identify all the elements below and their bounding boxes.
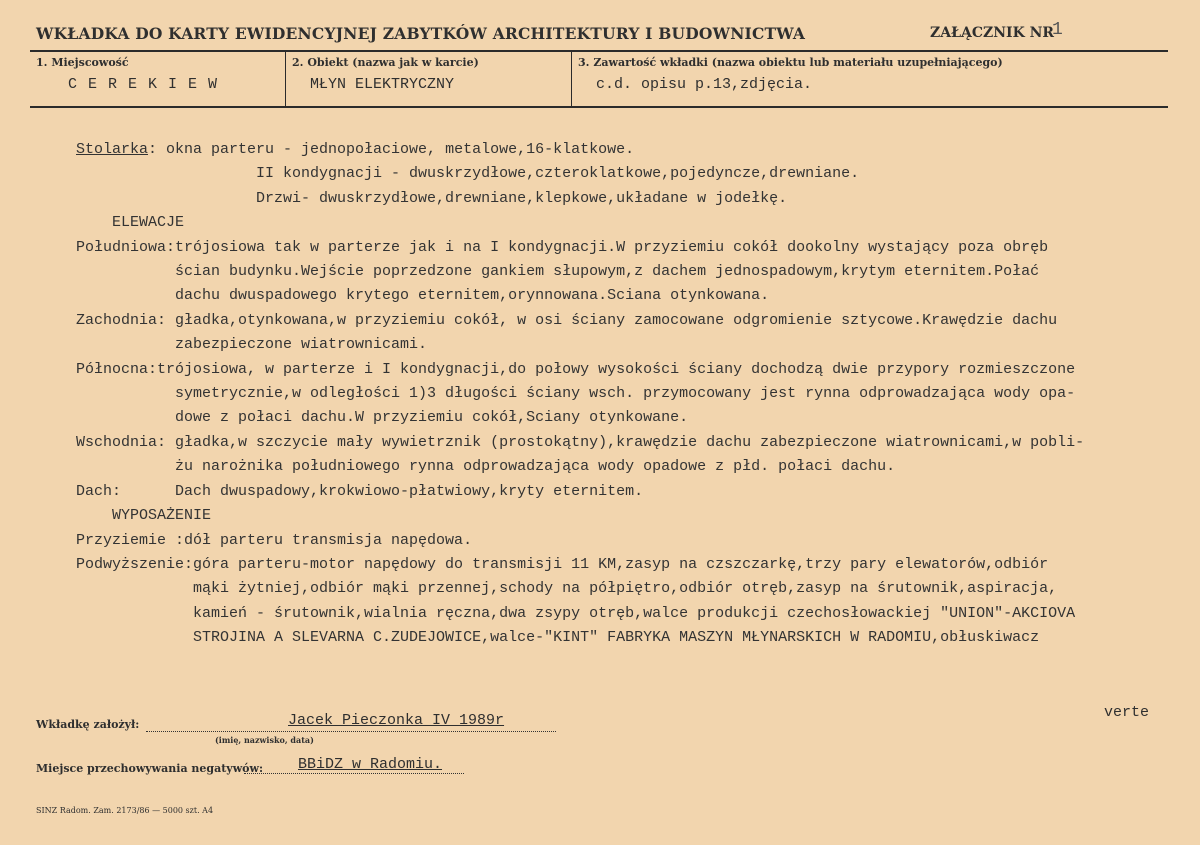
verte-note: verte xyxy=(1104,704,1150,721)
body-line-text: Przyziemie :dół parteru transmisja napędowa. xyxy=(76,531,473,549)
compiled-by-label: Wkładkę założył: xyxy=(36,718,140,731)
body-line xyxy=(76,504,1084,528)
body-line xyxy=(76,358,1084,382)
body-line-text: symetrycznie,w odległości 1)3 długości ściany wsch. przymocowany jest rynna odprowadzająca wody opa- xyxy=(76,385,1076,403)
body-line-text: Podwyższenie:góra parteru-motor napędowy do transmisji 11 KM,zasyp na czszczarkę,trzy pary elewatorów,odbiór xyxy=(76,555,1049,573)
content-value: c.d. opisu p.13,zdjęcia. xyxy=(596,76,813,93)
body-line xyxy=(76,284,1084,308)
body-line xyxy=(76,162,1084,186)
body-line-indent xyxy=(76,214,112,231)
body-line xyxy=(76,577,1084,601)
body-line xyxy=(76,602,1084,626)
body-line-text: żu narożnika południowego rynna odprowadzająca wody opadowe z płd. połaci dachu. xyxy=(76,458,896,476)
body-line xyxy=(76,138,1084,162)
compiled-by-hint: (imię, nazwisko, data) xyxy=(215,735,314,745)
body-line xyxy=(76,333,1084,357)
body-line xyxy=(76,553,1084,577)
body-line xyxy=(76,529,1084,553)
body-line xyxy=(76,382,1084,406)
storage-dotted-line xyxy=(244,773,464,774)
body-line-text: ELEWACJE xyxy=(112,214,185,232)
object-label: 2. Obiekt (nazwa jak w karcie) xyxy=(292,56,479,69)
body-line xyxy=(76,480,1084,504)
column-divider-1 xyxy=(285,51,286,107)
body-line xyxy=(76,260,1084,284)
compiled-by-dotted-line xyxy=(146,731,556,732)
body-line-indent xyxy=(76,165,256,182)
body-line-text: WYPOSAŻENIE xyxy=(112,507,212,525)
body-line xyxy=(76,187,1084,211)
attachment-label: ZAŁĄCZNIK NR xyxy=(930,25,1055,41)
compiled-by-value: Jacek Pieczonka IV 1989r xyxy=(288,712,505,729)
header-bottom-rule xyxy=(30,106,1168,108)
body-line-text: Drzwi- dwuskrzydłowe,drewniane,klepkowe,układane w jodełkę. xyxy=(256,189,788,207)
place-label: 1. Miejscowość xyxy=(36,56,129,69)
body-line xyxy=(76,211,1084,235)
body-line xyxy=(76,309,1084,333)
body-line-text: Wschodnia: gładka,w szczycie mały wywietrznik (prostokątny),krawędzie dachu zabezpieczone wiatrownicami,w pobli- xyxy=(76,433,1085,451)
body-line-indent xyxy=(76,190,256,207)
body-line-text: ścian budynku.Wejście poprzedzone gankiem słupowym,z dachem jednospadowym,krytym eternitem.Połać xyxy=(76,263,1040,281)
body-line-text: Dach: Dach dwuspadowy,krokwiowo-płatwiowy,kryty eternitem. xyxy=(76,482,644,500)
body-line-text: II kondygnacji - dwuskrzydłowe,czteroklatkowe,pojedyncze,drewniane. xyxy=(256,165,860,183)
body-line-text: Południowa:trójosiowa tak w parterze jak i na I kondygnacji.W przyziemiu cokół dookolny wystający poza obręb xyxy=(76,238,1049,256)
storage-label: Miejsce przechowywania negatywów: xyxy=(36,762,264,775)
body-line-text: Północna:trójosiowa, w parterze i I kondygnacji,do połowy wysokości ściany dochodzą dwie przypory rozmieszczone xyxy=(76,360,1076,378)
header-top-rule xyxy=(30,50,1168,52)
storage-value: BBiDZ w Radomiu. xyxy=(298,756,443,773)
form-title: WKŁADKA DO KARTY EWIDENCYJNEJ ZABYTKÓW ARCHITEKTURY I BUDOWNICTWA xyxy=(36,24,806,43)
body-line xyxy=(76,626,1084,650)
place-value: C E R E K I E W xyxy=(68,76,219,93)
content-label: 3. Zawartość wkładki (nazwa obiektu lub materiału uzupełniającego) xyxy=(578,56,1003,69)
body-line-text: kamień - śrutownik,wialnia ręczna,dwa zsypy otręb,walce produkcji czechosłowackiej "UNION"-AKCIOVA xyxy=(76,604,1076,622)
body-line-text: zabezpieczone wiatrownicami. xyxy=(76,336,428,354)
body-line-indent xyxy=(76,507,112,524)
object-value: MŁYN ELEKTRYCZNY xyxy=(310,76,455,93)
column-divider-2 xyxy=(571,51,572,107)
body-line-text: dowe z połaci dachu.W przyziemiu cokół,Sciany otynkowane. xyxy=(76,409,689,427)
body-line xyxy=(76,236,1084,260)
print-info: SINZ Radom. Zam. 2173/86 — 5000 szt. A4 xyxy=(36,806,214,815)
body-line-text: mąki żytniej,odbiór mąki przennej,schody na półpiętro,odbiór otręb,zasyp na śrutownik,aspiracja, xyxy=(76,580,1058,598)
body-line-text: dachu dwuspadowego krytego eternitem,orynnowana.Sciana otynkowana. xyxy=(76,287,770,305)
typed-description xyxy=(76,138,1084,651)
body-line xyxy=(76,455,1084,479)
body-line-underlined: Stolarka xyxy=(76,141,149,158)
body-line-text: STROJINA A SLEVARNA C.ZUDEJOWICE,walce-"KINT" FABRYKA MASZYN MŁYNARSKICH W RADOMIU,obłuskiwacz xyxy=(76,629,1040,647)
body-line xyxy=(76,406,1084,430)
body-line xyxy=(76,431,1084,455)
attachment-number: 1 xyxy=(1052,20,1063,40)
body-line-text: : okna parteru - jednopołaciowe, metalowe,16-klatkowe. xyxy=(148,141,635,158)
body-line-text: Zachodnia: gładka,otynkowana,w przyziemiu cokół, w osi ściany zamocowane odgromienie sztycowe.Krawędzie dachu xyxy=(76,311,1058,329)
